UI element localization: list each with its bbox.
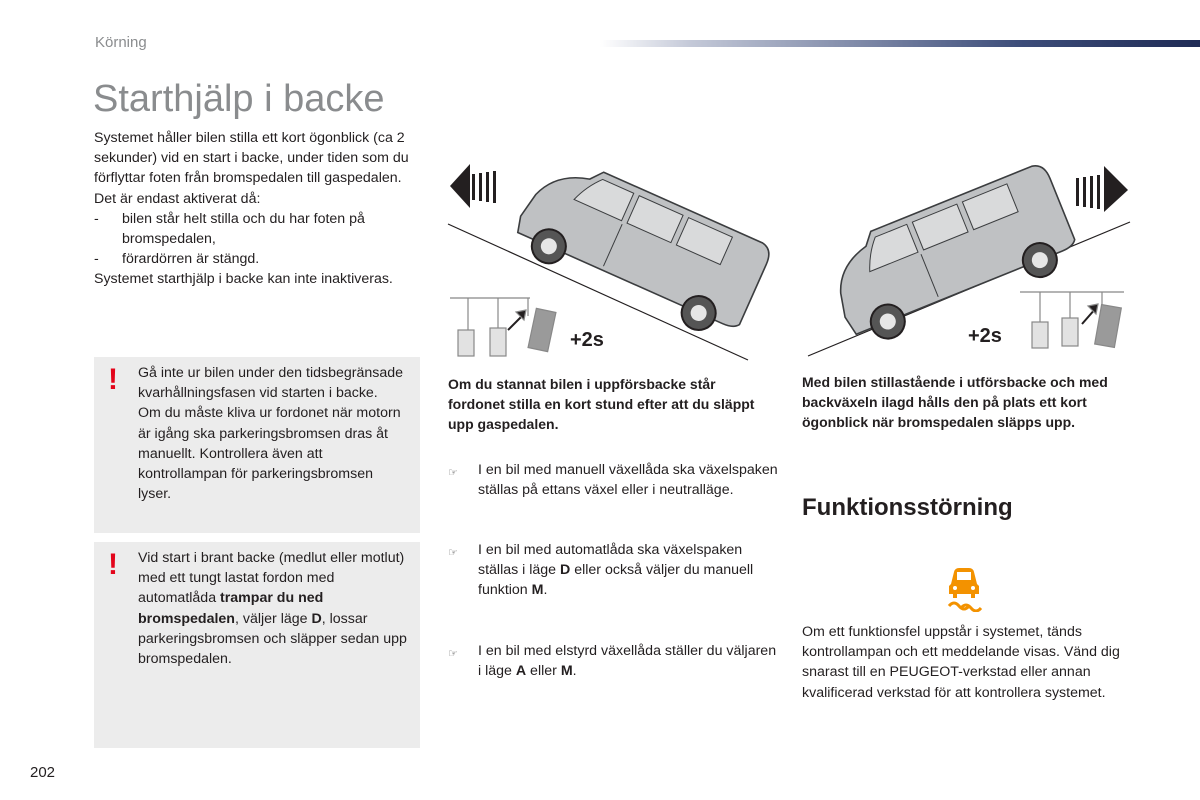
fault-heading: Funktionsstörning (802, 494, 1013, 521)
pedals-icon (450, 298, 556, 356)
intro-paragraph: Systemet håller bilen stilla ett kort ögonblick (ca 2 sekunder) vid en start i backe, under tiden som du förflyttar foten från bromspedalen till gaspedalen. (94, 130, 409, 187)
pointing-hand-icon: ☞ (448, 648, 458, 660)
condition-item: - bilen står helt stilla och du har foten på bromspedalen, (94, 210, 365, 248)
condition-item: - förardörren är stängd. (94, 251, 260, 268)
timer-label: +2s (968, 325, 1002, 347)
warning-text: Gå inte ur bilen under den tidsbegränsade kvarhållningsfasen vid starten i backe. Om du måste kliva ur fordonet när motorn är igång ska parkeringsbromsen dras åt manuellt. Kontrollera även att kontrollampan för parkeringsbromsen lyser. (138, 365, 404, 503)
warning-box-steep-slope (94, 542, 420, 748)
backward-force-arrow-icon (450, 164, 496, 208)
warning-text: Vid start i brant backe (medlut eller motlut) med ett tungt lastat fordon med automatlåda trampar du ned bromspedalen, väljer läge D, lossar parkeringsbromsen och släpper sedan upp bromspedalen. (138, 550, 407, 668)
pointing-hand-icon: ☞ (448, 467, 458, 479)
page-title: Starthjälp i backe (93, 78, 385, 120)
warning-icon: ! (108, 363, 118, 396)
uphill-van-illustration (446, 150, 770, 364)
intro-note: Systemet starthjälp i backe kan inte inaktiveras. (94, 271, 393, 288)
skidding-car-warning-icon (941, 562, 987, 612)
downhill-caption: Med bilen stillastående i utförsbacke och med backväxeln ilagd hålls den på plats ett kort ögonblick när bromspedalen släpps upp. (802, 374, 1108, 430)
section-label: Körning (95, 34, 147, 51)
intro-text (94, 128, 424, 290)
pedals-icon (1020, 292, 1124, 348)
fault-description: Om ett funktionsfel uppstår i systemet, tänds kontrollampan och ett meddelande visas. Vänd dig snarast till en PEUGEOT-verkstad eller annan kvalificerad verkstad för att kontrollera systemet. (802, 624, 1120, 701)
forward-force-arrow-icon (1076, 166, 1128, 212)
warning-icon: ! (108, 548, 118, 581)
downhill-van-illustration (800, 150, 1134, 364)
uphill-caption: Om du stannat bilen i uppförsbacke står fordonet stilla en kort stund efter att du släppt upp gaspedalen. (448, 376, 755, 432)
pointing-hand-icon: ☞ (448, 547, 458, 559)
intro-condition-lead: Det är endast aktiverat då: (94, 190, 261, 207)
bullet-electric-gearbox: ☞ I en bil med elstyrd växellåda ställer du väljaren i läge A eller M. (448, 641, 778, 681)
header-bar (600, 40, 1200, 47)
bullet-automatic-gearbox: ☞ I en bil med automatlåda ska växelspaken ställas i läge D eller också väljer du manuell funktion M. (448, 540, 778, 601)
timer-label: +2s (570, 329, 604, 351)
page-number: 202 (30, 764, 56, 781)
warning-box-exit (94, 357, 420, 533)
bullet-manual-gearbox: ☞ I en bil med manuell växellåda ska växelspaken ställas på ettans växel eller i neutralläge. (448, 460, 778, 500)
